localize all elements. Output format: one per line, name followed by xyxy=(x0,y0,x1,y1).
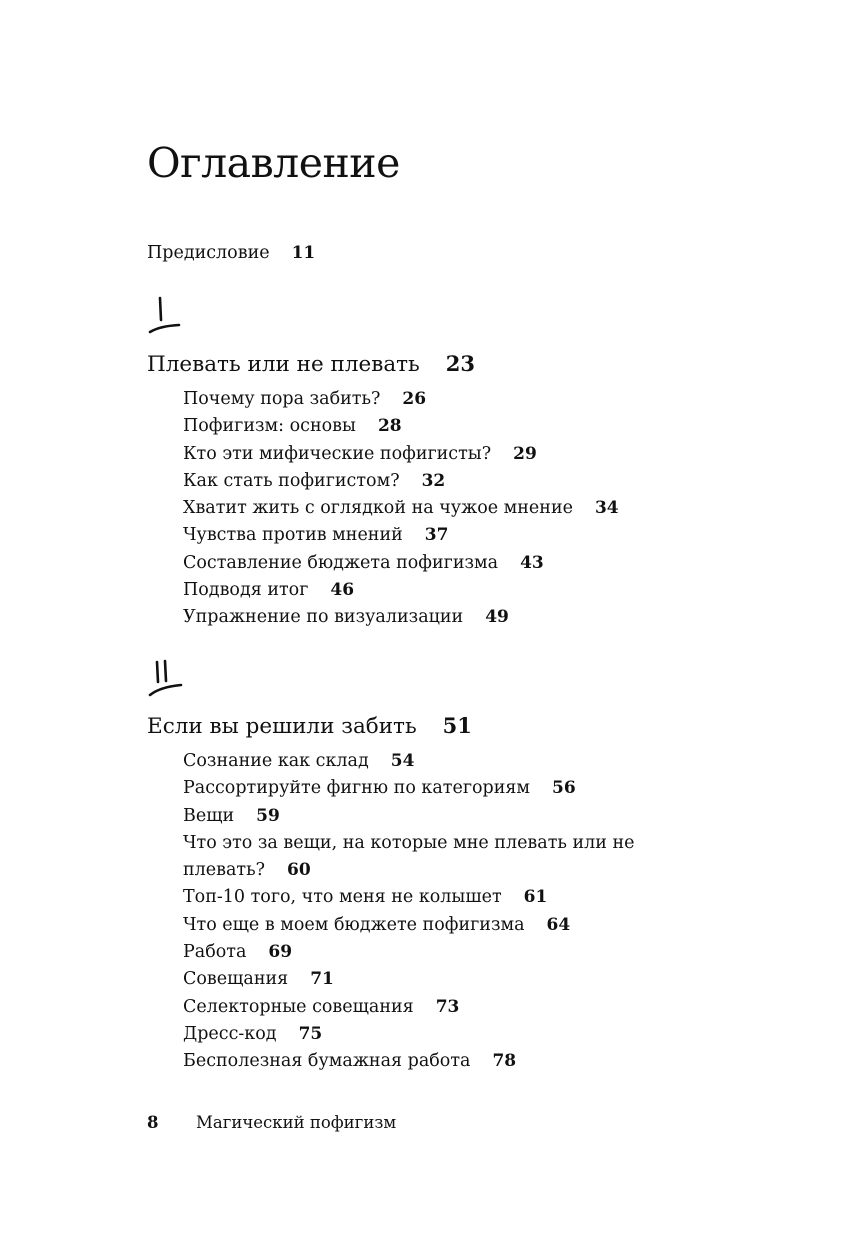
toc-entry-label: Упражнение по визуализации xyxy=(183,607,464,628)
toc-entry-label: Вещи xyxy=(183,805,235,826)
toc-entry-label: плевать? xyxy=(183,860,266,881)
part-title-label: Плевать или не плевать xyxy=(147,352,420,377)
toc-entry-label: Совещания xyxy=(183,969,289,990)
footer-page-number: 8 xyxy=(147,1113,159,1132)
toc-entry[interactable] xyxy=(183,1021,635,1048)
toc-page-number: 73 xyxy=(435,996,460,1017)
toc-entry-label: Составление бюджета пофигизма xyxy=(183,552,499,573)
toc-entry-label: Пофигизм: основы xyxy=(183,416,356,437)
part-title-label: Если вы решили забить xyxy=(147,714,417,739)
toc-entry[interactable] xyxy=(183,495,619,522)
toc-entry-label: Работа xyxy=(183,942,247,963)
toc-page-number: 46 xyxy=(330,580,355,601)
toc-entry-label: Кто эти мифические пофигисты? xyxy=(183,443,492,464)
toc-page-number: 75 xyxy=(298,1023,323,1044)
toc-entry-label: Селекторные совещания xyxy=(183,996,414,1017)
page-footer xyxy=(147,1113,397,1132)
toc-page-number: 34 xyxy=(594,498,619,519)
toc-entry-label: Как стать пофигистом? xyxy=(183,470,400,491)
toc-entry-label: Сознание как склад xyxy=(183,751,369,771)
toc-page-number: 11 xyxy=(291,243,316,263)
toc-entry-label: Чувства против мнений xyxy=(183,525,403,546)
part-two-title[interactable] xyxy=(147,713,472,739)
toc-entry[interactable] xyxy=(183,748,635,775)
toc-entry[interactable] xyxy=(183,775,635,802)
toc-entry[interactable] xyxy=(183,577,619,604)
toc-entry[interactable] xyxy=(183,1048,635,1075)
toc-entry[interactable] xyxy=(183,884,635,911)
toc-page-number: 43 xyxy=(520,552,544,573)
toc-entry-label: Хватит жить с оглядкой на чужое мнение xyxy=(183,498,573,519)
toc-entry-label: Почему пора забить? xyxy=(183,389,381,409)
toc-entry[interactable] xyxy=(183,994,635,1021)
toc-entry-label: Топ-10 того, что меня не колышет xyxy=(183,887,502,908)
toc-page-number: 51 xyxy=(442,713,472,738)
roman-numeral-two-icon xyxy=(146,655,188,699)
toc-page-number: 56 xyxy=(552,778,576,799)
toc-entry[interactable] xyxy=(183,550,619,577)
toc-entry[interactable] xyxy=(183,939,635,966)
toc-entry[interactable] xyxy=(183,604,619,631)
toc-entry[interactable] xyxy=(183,966,635,993)
toc-page-number: 28 xyxy=(377,416,402,437)
toc-page-number: 23 xyxy=(445,351,475,376)
toc-entry[interactable] xyxy=(183,468,619,495)
toc-entry-label: Предисловие xyxy=(147,243,270,263)
toc-page-number: 60 xyxy=(287,860,311,881)
toc-entry-label: Бесполезная бумажная работа xyxy=(183,1051,471,1072)
toc-page-number: 64 xyxy=(546,914,571,935)
toc-entry[interactable] xyxy=(183,830,635,857)
toc-page-number: 37 xyxy=(424,525,449,546)
toc-entry-label: Что это за вещи, на которые мне плевать или не xyxy=(183,832,635,853)
toc-entry[interactable] xyxy=(183,803,635,830)
toc-entry-preface[interactable] xyxy=(147,243,315,263)
part-two-items xyxy=(183,748,635,1076)
toc-entry-label: Что еще в моем бюджете пофигизма xyxy=(183,914,525,935)
toc-entry[interactable] xyxy=(183,857,635,884)
toc-entry-label: Подводя итог xyxy=(183,580,309,601)
footer-book-title: Магический пофигизм xyxy=(196,1113,397,1132)
roman-numeral-one-icon xyxy=(146,292,186,336)
toc-entry[interactable] xyxy=(183,522,619,549)
toc-entry[interactable] xyxy=(183,912,635,939)
toc-page-number: 71 xyxy=(310,969,334,990)
toc-page-number: 78 xyxy=(492,1051,517,1072)
part-one-items xyxy=(183,386,619,632)
toc-page-number: 49 xyxy=(485,607,509,628)
toc-page-number: 59 xyxy=(256,805,280,826)
toc-entry[interactable] xyxy=(183,413,619,440)
toc-entry[interactable] xyxy=(183,441,619,468)
toc-page-number: 26 xyxy=(402,389,427,409)
toc-entry-label: Рассортируйте фигню по категориям xyxy=(183,778,531,799)
page-title: Оглавление xyxy=(147,139,400,188)
toc-page-number: 29 xyxy=(513,443,537,464)
toc-entry[interactable] xyxy=(183,386,619,413)
toc-page-number: 61 xyxy=(523,887,548,908)
toc-page-number: 69 xyxy=(268,942,293,963)
part-one-title[interactable] xyxy=(147,351,475,377)
toc-entry-label: Дресс-код xyxy=(183,1023,277,1044)
toc-page-number: 54 xyxy=(390,751,415,771)
toc-page-number: 32 xyxy=(421,470,446,491)
